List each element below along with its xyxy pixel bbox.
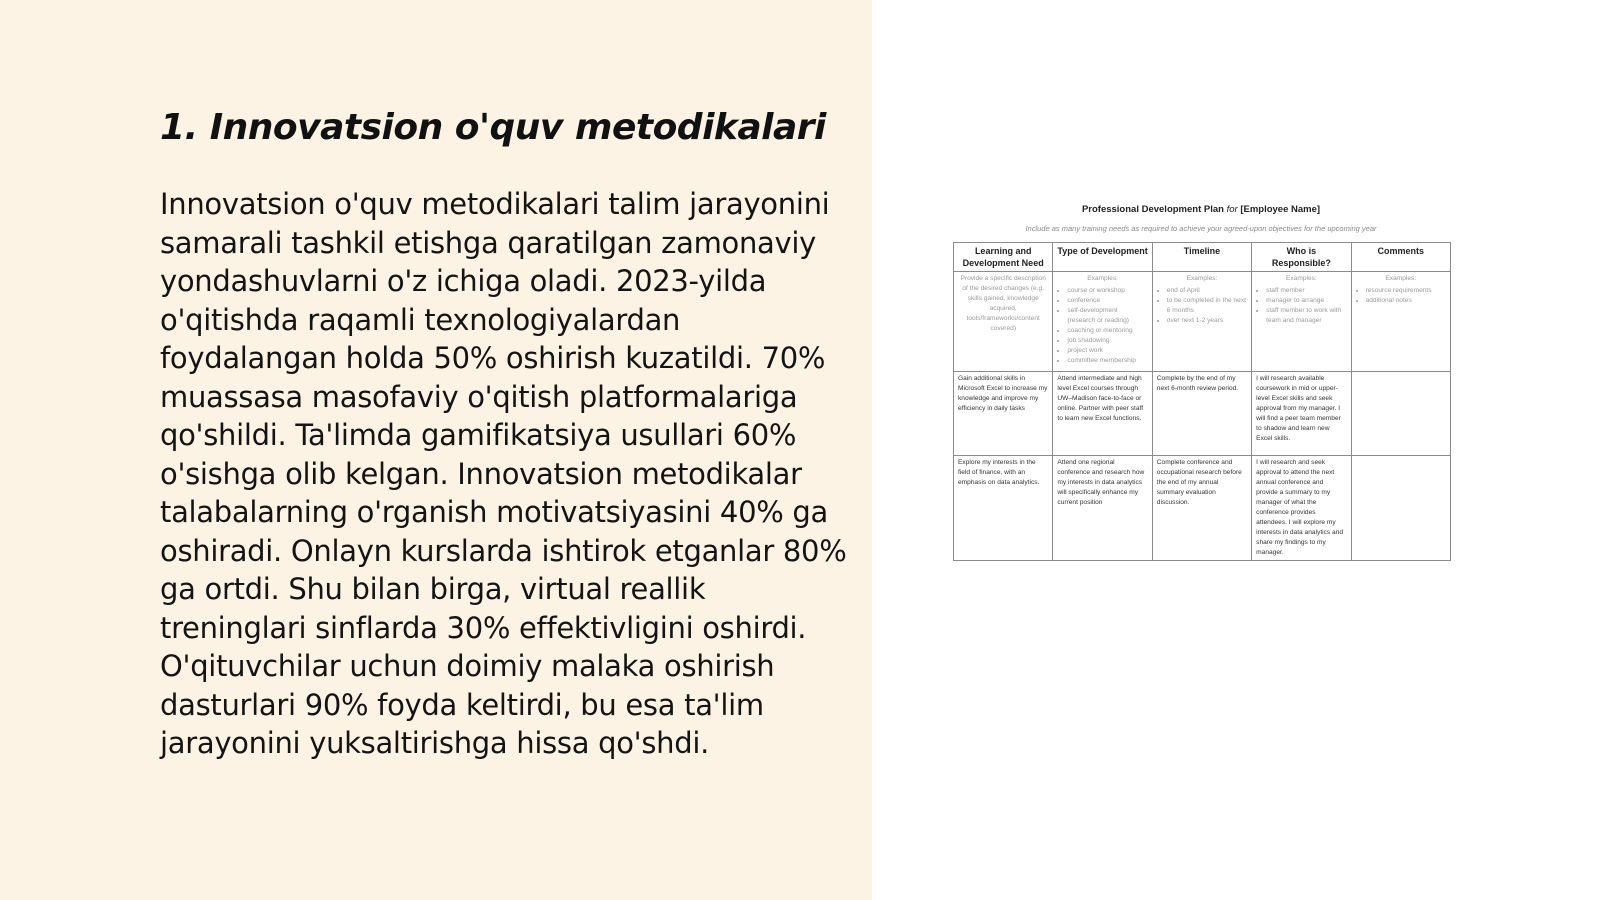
examples-need-text: Provide a specific description of the desired changes (e.g. skills gained, knowledge acquired, tools/frameworks/content covered) xyxy=(960,275,1046,332)
cell-responsible: I will research available coursework in mid or upper-level Excel skills and seek approval from my manager. I will find a peer team member to shadow and learn new Excel skills. xyxy=(1252,372,1351,456)
cell-type: Attend intermediate and high level Excel courses through UW–Madison face-to-face or online. Partner with peer staff to learn new Excel functions. xyxy=(1053,372,1152,456)
list-item: • self-development xyxy=(1067,306,1147,316)
list-item: • to be completed in the next 6 months xyxy=(1167,296,1247,316)
examples-heading: Examples: xyxy=(1285,275,1317,282)
cell-timeline: Complete conference and occupational research before the end of my annual summary evaluation discussion. xyxy=(1152,456,1251,561)
document-subtitle: Include as many training needs as required to achieve your agreed-upon objectives for the upcoming year xyxy=(1025,224,1377,233)
list-item: (research or reading) xyxy=(1067,317,1129,324)
list-item: • additional notes xyxy=(1366,296,1446,306)
table-row xyxy=(954,456,1451,561)
examples-cell xyxy=(1152,272,1251,372)
list-item: • staff member to work with team and manager xyxy=(1266,306,1346,326)
cell-comments xyxy=(1351,456,1450,561)
table-row xyxy=(954,372,1451,456)
cell-comments xyxy=(1351,372,1450,456)
header-timeline: Timeline xyxy=(1152,243,1251,272)
cell-responsible: I will research and seek approval to attend the next annual conference and provide a summary to my manager of what the conference provides attendees. I will explore my interests in data analytics and share my findings to my manager. xyxy=(1252,456,1351,561)
slide-title: 1. Innovatsion o'quv metodikalari xyxy=(160,107,826,148)
document-title-main: Professional Development Plan xyxy=(1081,204,1224,215)
development-plan-document-image xyxy=(950,200,1452,556)
list-item: • conference xyxy=(1067,296,1147,306)
development-plan-table xyxy=(953,242,1451,561)
list-item: • committee membership xyxy=(1067,356,1147,366)
header-responsible: Who is Responsible? xyxy=(1252,243,1351,272)
list-item: • resource requirements xyxy=(1366,286,1446,296)
table-header-row xyxy=(954,243,1451,272)
list-item: • over next 1-2 years xyxy=(1167,316,1247,326)
document-title-for: for xyxy=(1226,204,1238,215)
examples-heading: Examples: xyxy=(1385,275,1417,282)
slide-body-text: Innovatsion o'quv metodikalari talim jarayonini samarali tashkil etishga qaratilgan zamonaviy yondashuvlarni o'z ichiga oladi. 2023-yilda o'qitishda raqamli texnologiyalardan foydalangan holda 50% oshirish kuzatildi. 70% muassasa masofaviy o'qitish platformalariga qo'shildi. Ta'limda gamifikatsiya usullari 60% o'sishga olib kelgan. Innovatsion metodikalar talabalarning o'rganish motivatsiyasini 40% ga oshiradi. Onlayn kurslarda ishtirok etganlar 80% ga ortdi. Shu bilan birga, virtual reallik treninglari sinflarda 30% effektivligini oshirdi. O'qituvchilar uchun doimiy malaka oshirish dasturlari 90% foyda keltirdi, bu esa ta'lim jarayonini yuksaltirishga hissa qo'shdi. xyxy=(160,187,847,760)
examples-cell xyxy=(1053,272,1152,372)
examples-heading: Examples: xyxy=(1087,275,1118,282)
list-item: • manager to arrange xyxy=(1266,296,1346,306)
list-item: • staff member xyxy=(1266,286,1346,296)
examples-cell xyxy=(1351,272,1450,372)
cell-type: Attend one regional conference and research how my interests in data analytics will specifically enhance my current position xyxy=(1053,456,1152,561)
header-learning-need: Learning and Development Need xyxy=(954,243,1053,272)
header-comments: Comments xyxy=(1351,243,1450,272)
list-item: • coaching or mentoring xyxy=(1067,326,1147,336)
document-title xyxy=(950,204,1452,215)
document-title-employee: [Employee Name] xyxy=(1240,204,1321,215)
cell-need: Explore my interests in the field of finance, with an emphasis on data analytics. xyxy=(954,456,1053,561)
examples-heading: Examples: xyxy=(1186,275,1218,282)
list-item: • course or workshop xyxy=(1067,286,1147,296)
header-type: Type of Development xyxy=(1053,243,1152,272)
cell-need: Gain additional skills in Microsoft Excel to increase my knowledge and improve my efficiency in daily tasks xyxy=(954,372,1053,456)
examples-row xyxy=(954,272,1451,372)
list-item: • project work xyxy=(1067,346,1147,356)
examples-cell xyxy=(954,272,1053,372)
list-item: • job shadowing xyxy=(1067,336,1147,346)
examples-cell xyxy=(1252,272,1351,372)
list-item: • end of April xyxy=(1167,286,1247,296)
cell-timeline: Complete by the end of my next 6-month review period. xyxy=(1152,372,1251,456)
